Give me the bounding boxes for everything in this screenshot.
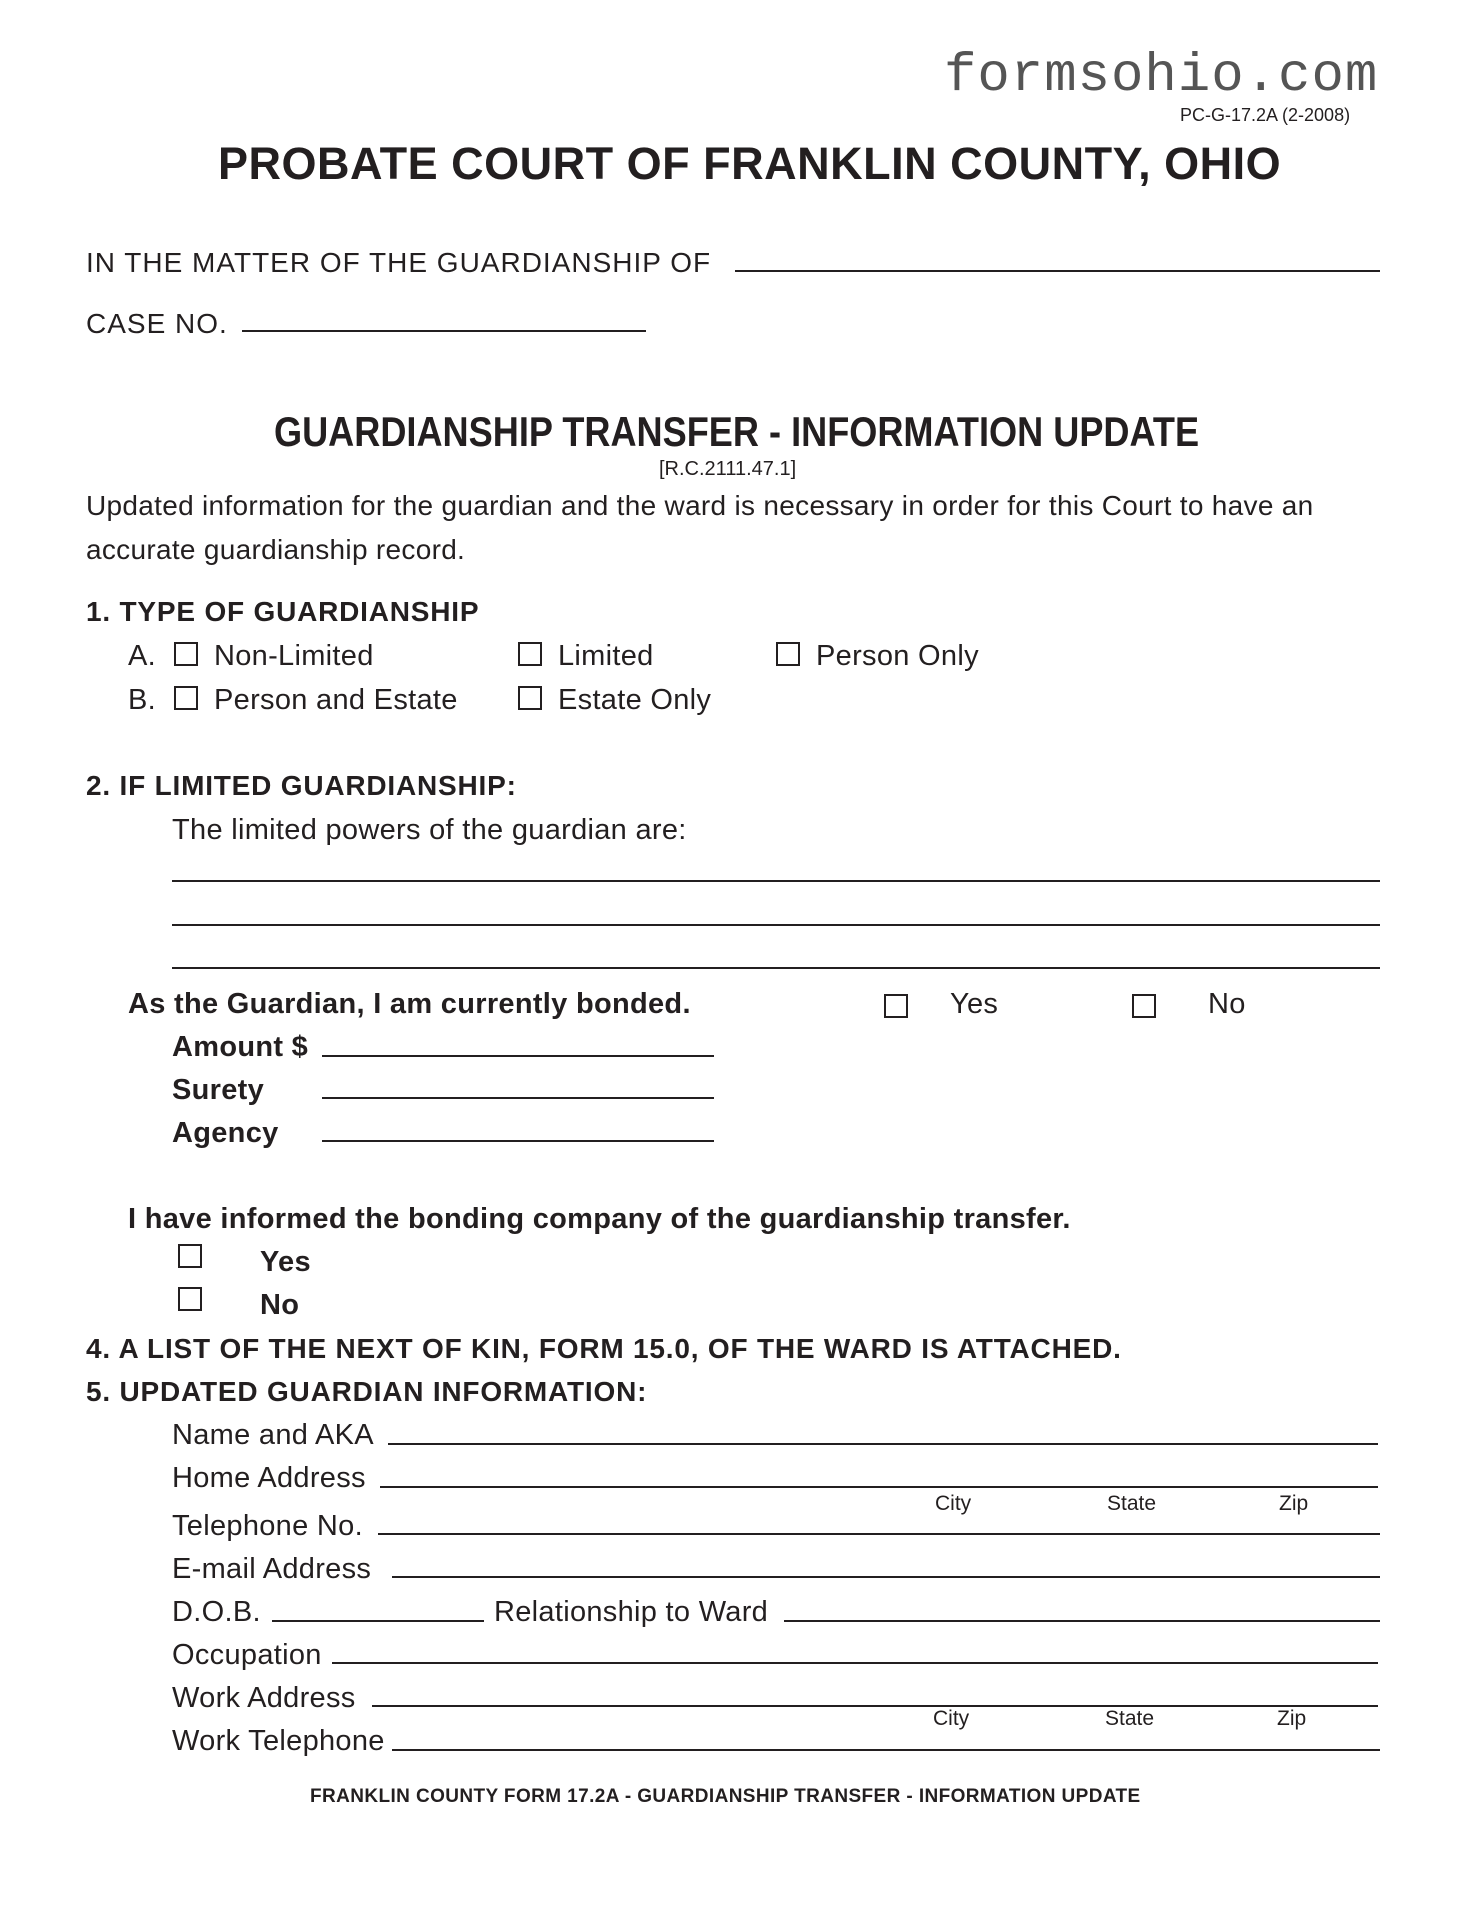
estate-only-checkbox[interactable]: [518, 686, 542, 710]
non-limited-checkbox[interactable]: [174, 642, 198, 666]
bonding-informed-yes-label: Yes: [260, 1246, 311, 1278]
agency-label: Agency: [172, 1117, 279, 1149]
email-field[interactable]: [392, 1576, 1380, 1578]
work-address-label: Work Address: [172, 1682, 356, 1714]
form-title: GUARDIANSHIP TRANSFER - INFORMATION UPDATE: [274, 408, 1200, 455]
work-telephone-label: Work Telephone: [172, 1725, 385, 1757]
person-only-checkbox[interactable]: [776, 642, 800, 666]
bonded-question: As the Guardian, I am currently bonded.: [128, 988, 691, 1020]
bonded-no-label: No: [1208, 988, 1246, 1020]
form-footer: FRANKLIN COUNTY FORM 17.2A - GUARDIANSHIP TRANSFER - INFORMATION UPDATE: [310, 1786, 1141, 1807]
surety-field[interactable]: [322, 1097, 714, 1099]
person-and-estate-checkbox[interactable]: [174, 686, 198, 710]
email-label: E-mail Address: [172, 1553, 372, 1585]
work-telephone-field[interactable]: [392, 1749, 1380, 1751]
name-aka-label: Name and AKA: [172, 1419, 374, 1451]
home-city-caption: City: [935, 1492, 972, 1515]
home-address-label: Home Address: [172, 1462, 366, 1494]
bonding-informed-no-checkbox[interactable]: [178, 1287, 202, 1311]
relationship-label: Relationship to Ward: [494, 1596, 769, 1628]
dob-field[interactable]: [272, 1620, 484, 1622]
site-watermark: formsohio.com: [944, 46, 1379, 107]
limited-label: Limited: [558, 640, 654, 672]
limited-powers-line-1[interactable]: [172, 880, 1380, 882]
section-5-heading: 5. UPDATED GUARDIAN INFORMATION:: [86, 1376, 648, 1407]
limited-powers-label: The limited powers of the guardian are:: [172, 814, 687, 846]
court-title: PROBATE COURT OF FRANKLIN COUNTY, OHIO: [218, 138, 1282, 189]
telephone-label: Telephone No.: [172, 1510, 363, 1542]
surety-label: Surety: [172, 1074, 265, 1106]
occupation-field[interactable]: [332, 1662, 1378, 1664]
telephone-field[interactable]: [378, 1533, 1380, 1535]
home-state-caption: State: [1107, 1492, 1157, 1515]
home-zip-caption: Zip: [1279, 1492, 1309, 1515]
section-1-heading: 1. TYPE OF GUARDIANSHIP: [86, 596, 480, 627]
work-address-field[interactable]: [372, 1705, 1378, 1707]
intro-paragraph: Updated information for the guardian and the ward is necessary in order for this Court to have an accurate guardianship record.: [86, 490, 1314, 565]
form-number: PC-G-17.2A (2-2008): [1180, 105, 1351, 125]
bonded-no-checkbox[interactable]: [1132, 994, 1156, 1018]
bonded-yes-label: Yes: [950, 988, 999, 1020]
guardianship-of-label: IN THE MATTER OF THE GUARDIANSHIP OF: [86, 247, 712, 278]
estate-only-label: Estate Only: [558, 684, 712, 716]
amount-field[interactable]: [322, 1055, 714, 1057]
section-4-heading: 4. A LIST OF THE NEXT OF KIN, FORM 15.0, OF THE WARD IS ATTACHED.: [86, 1333, 1122, 1364]
relationship-field[interactable]: [784, 1620, 1380, 1622]
row-a-letter: A.: [128, 640, 156, 672]
bonding-informed-no-label: No: [260, 1289, 300, 1321]
case-no-label: CASE NO.: [86, 308, 228, 339]
dob-label: D.O.B.: [172, 1596, 261, 1628]
work-zip-caption: Zip: [1277, 1707, 1307, 1730]
occupation-label: Occupation: [172, 1639, 322, 1671]
limited-checkbox[interactable]: [518, 642, 542, 666]
case-no-field[interactable]: [242, 330, 646, 332]
home-address-field[interactable]: [380, 1486, 1378, 1488]
work-state-caption: State: [1105, 1707, 1155, 1730]
section-2-heading: 2. IF LIMITED GUARDIANSHIP:: [86, 770, 517, 801]
bonded-yes-checkbox[interactable]: [884, 994, 908, 1018]
statute-reference: [R.C.2111.47.1]: [659, 458, 797, 480]
limited-powers-line-2[interactable]: [172, 924, 1380, 926]
non-limited-label: Non-Limited: [214, 640, 374, 672]
bonding-company-question: I have informed the bonding company of the guardianship transfer.: [128, 1203, 1071, 1235]
amount-label: Amount $: [172, 1031, 309, 1063]
agency-field[interactable]: [322, 1140, 714, 1142]
limited-powers-line-3[interactable]: [172, 967, 1380, 969]
guardianship-of-field[interactable]: [735, 270, 1380, 272]
row-b-letter: B.: [128, 684, 156, 716]
person-only-label: Person Only: [816, 640, 979, 672]
work-city-caption: City: [933, 1707, 970, 1730]
name-aka-field[interactable]: [388, 1443, 1378, 1445]
person-and-estate-label: Person and Estate: [214, 684, 458, 716]
bonding-informed-yes-checkbox[interactable]: [178, 1244, 202, 1268]
